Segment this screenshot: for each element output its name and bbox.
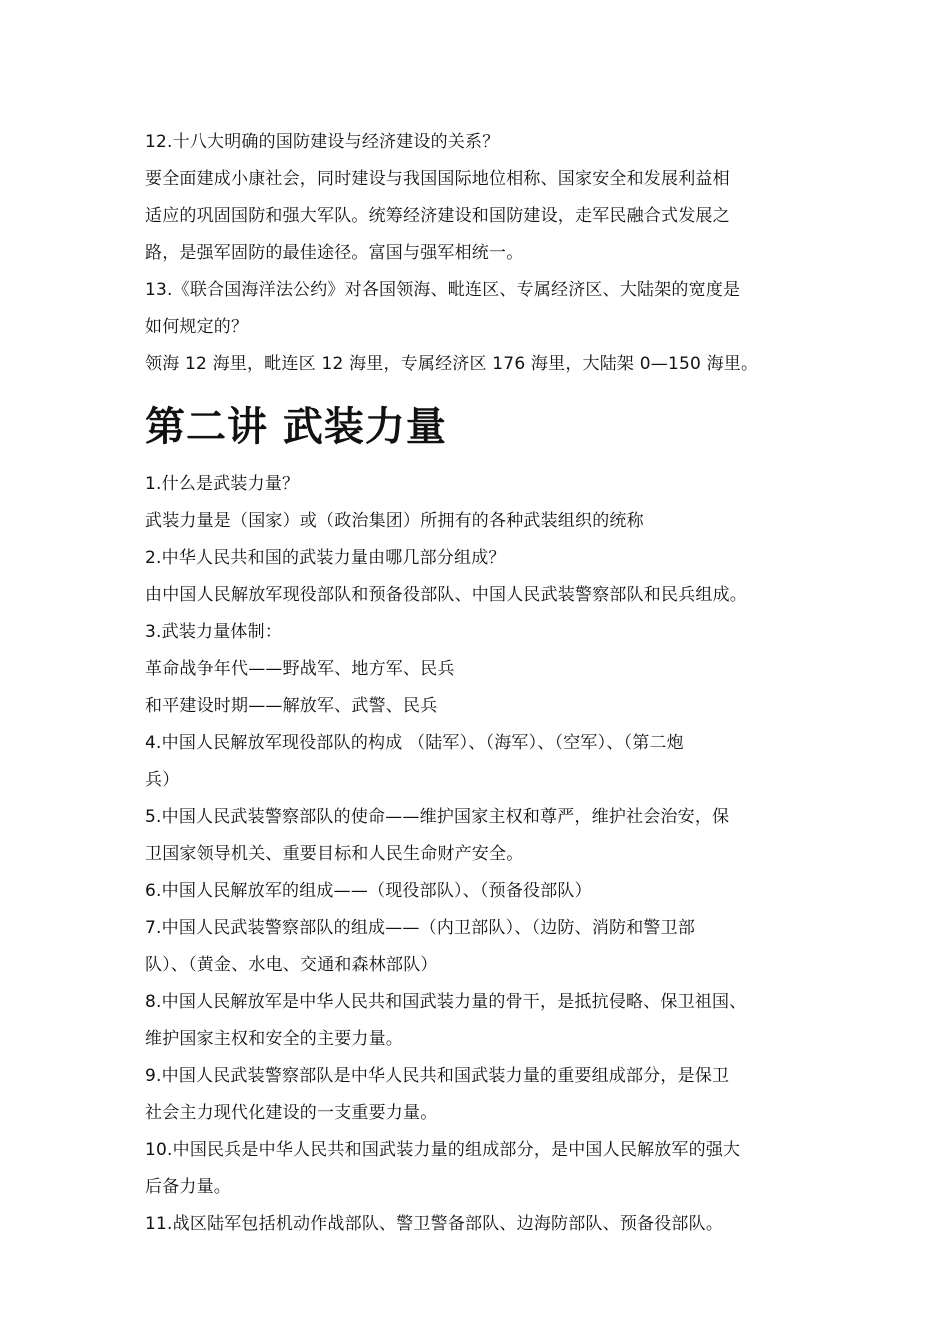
q13-question-line-2: 如何规定的？ <box>145 317 249 337</box>
q8-line-2: 维护国家主权和安全的主要力量。 <box>145 1029 403 1049</box>
q4-line-2: 兵） <box>145 770 180 790</box>
q6-line: 6.中国人民解放军的组成——（现役部队）、（预备役部队） <box>145 881 592 901</box>
q12-question: 12.十八大明确的国防建设与经济建设的关系？ <box>145 132 500 152</box>
q1-answer: 武装力量是（国家）或（政治集团）所拥有的各种武装组织的统称 <box>145 511 644 531</box>
lecture-heading: 第二讲 武装力量 <box>145 404 447 450</box>
q5-line-2: 卫国家领导机关、重要目标和人民生命财产安全。 <box>145 844 524 864</box>
q11-line: 11.战区陆军包括机动作战部队、警卫警备部队、边海防部队、预备役部队。 <box>145 1214 724 1234</box>
q7-line-2: 队）、（黄金、水电、交通和森林部队） <box>145 955 438 975</box>
q9-line-1: 9.中国人民武装警察部队是中华人民共和国武装力量的重要组成部分，是保卫 <box>145 1066 730 1086</box>
q10-line-2: 后备力量。 <box>145 1177 231 1197</box>
q13-answer: 领海 12 海里，毗连区 12 海里，专属经济区 176 海里，大陆架 0—150 海里。 <box>145 354 759 374</box>
q12-answer-line-2: 适应的巩固国防和强大军队。统筹经济建设和国防建设，走军民融合式发展之 <box>145 206 730 226</box>
q3-item-2: 和平建设时期——解放军、武警、民兵 <box>145 696 438 716</box>
section-armed-forces <box>145 466 835 1243</box>
q5-line-1: 5.中国人民武装警察部队的使命——维护国家主权和尊严，维护社会治安，保 <box>145 807 730 827</box>
q8-line-1: 8.中国人民解放军是中华人民共和国武装力量的骨干，是抵抗侵略、保卫祖国、 <box>145 992 747 1012</box>
section-national-defense <box>145 124 835 383</box>
q12-answer-line-3: 路，是强军固防的最佳途径。富国与强军相统一。 <box>145 243 524 263</box>
document-content <box>145 124 835 1243</box>
q12-answer-line-1: 要全面建成小康社会，同时建设与我国国际地位相称、国家安全和发展利益相 <box>145 169 730 189</box>
q13-question-line-1: 13.《联合国海洋法公约》对各国领海、毗连区、专属经济区、大陆架的宽度是 <box>145 280 741 300</box>
q3-item-1: 革命战争年代——野战军、地方军、民兵 <box>145 659 455 679</box>
q3-title: 3.武装力量体制： <box>145 622 283 642</box>
q4-line-1: 4.中国人民解放军现役部队的构成 （陆军）、（海军）、（空军）、（第二炮 <box>145 733 684 753</box>
q7-line-1: 7.中国人民武装警察部队的组成——（内卫部队）、（边防、消防和警卫部 <box>145 918 696 938</box>
q10-line-1: 10.中国民兵是中华人民共和国武装力量的组成部分，是中国人民解放军的强大 <box>145 1140 741 1160</box>
q2-question: 2.中华人民共和国的武装力量由哪几部分组成？ <box>145 548 506 568</box>
q2-answer: 由中国人民解放军现役部队和预备役部队、中国人民武装警察部队和民兵组成。 <box>145 585 747 605</box>
q9-line-2: 社会主力现代化建设的一支重要力量。 <box>145 1103 438 1123</box>
q1-question: 1.什么是武装力量？ <box>145 474 300 494</box>
